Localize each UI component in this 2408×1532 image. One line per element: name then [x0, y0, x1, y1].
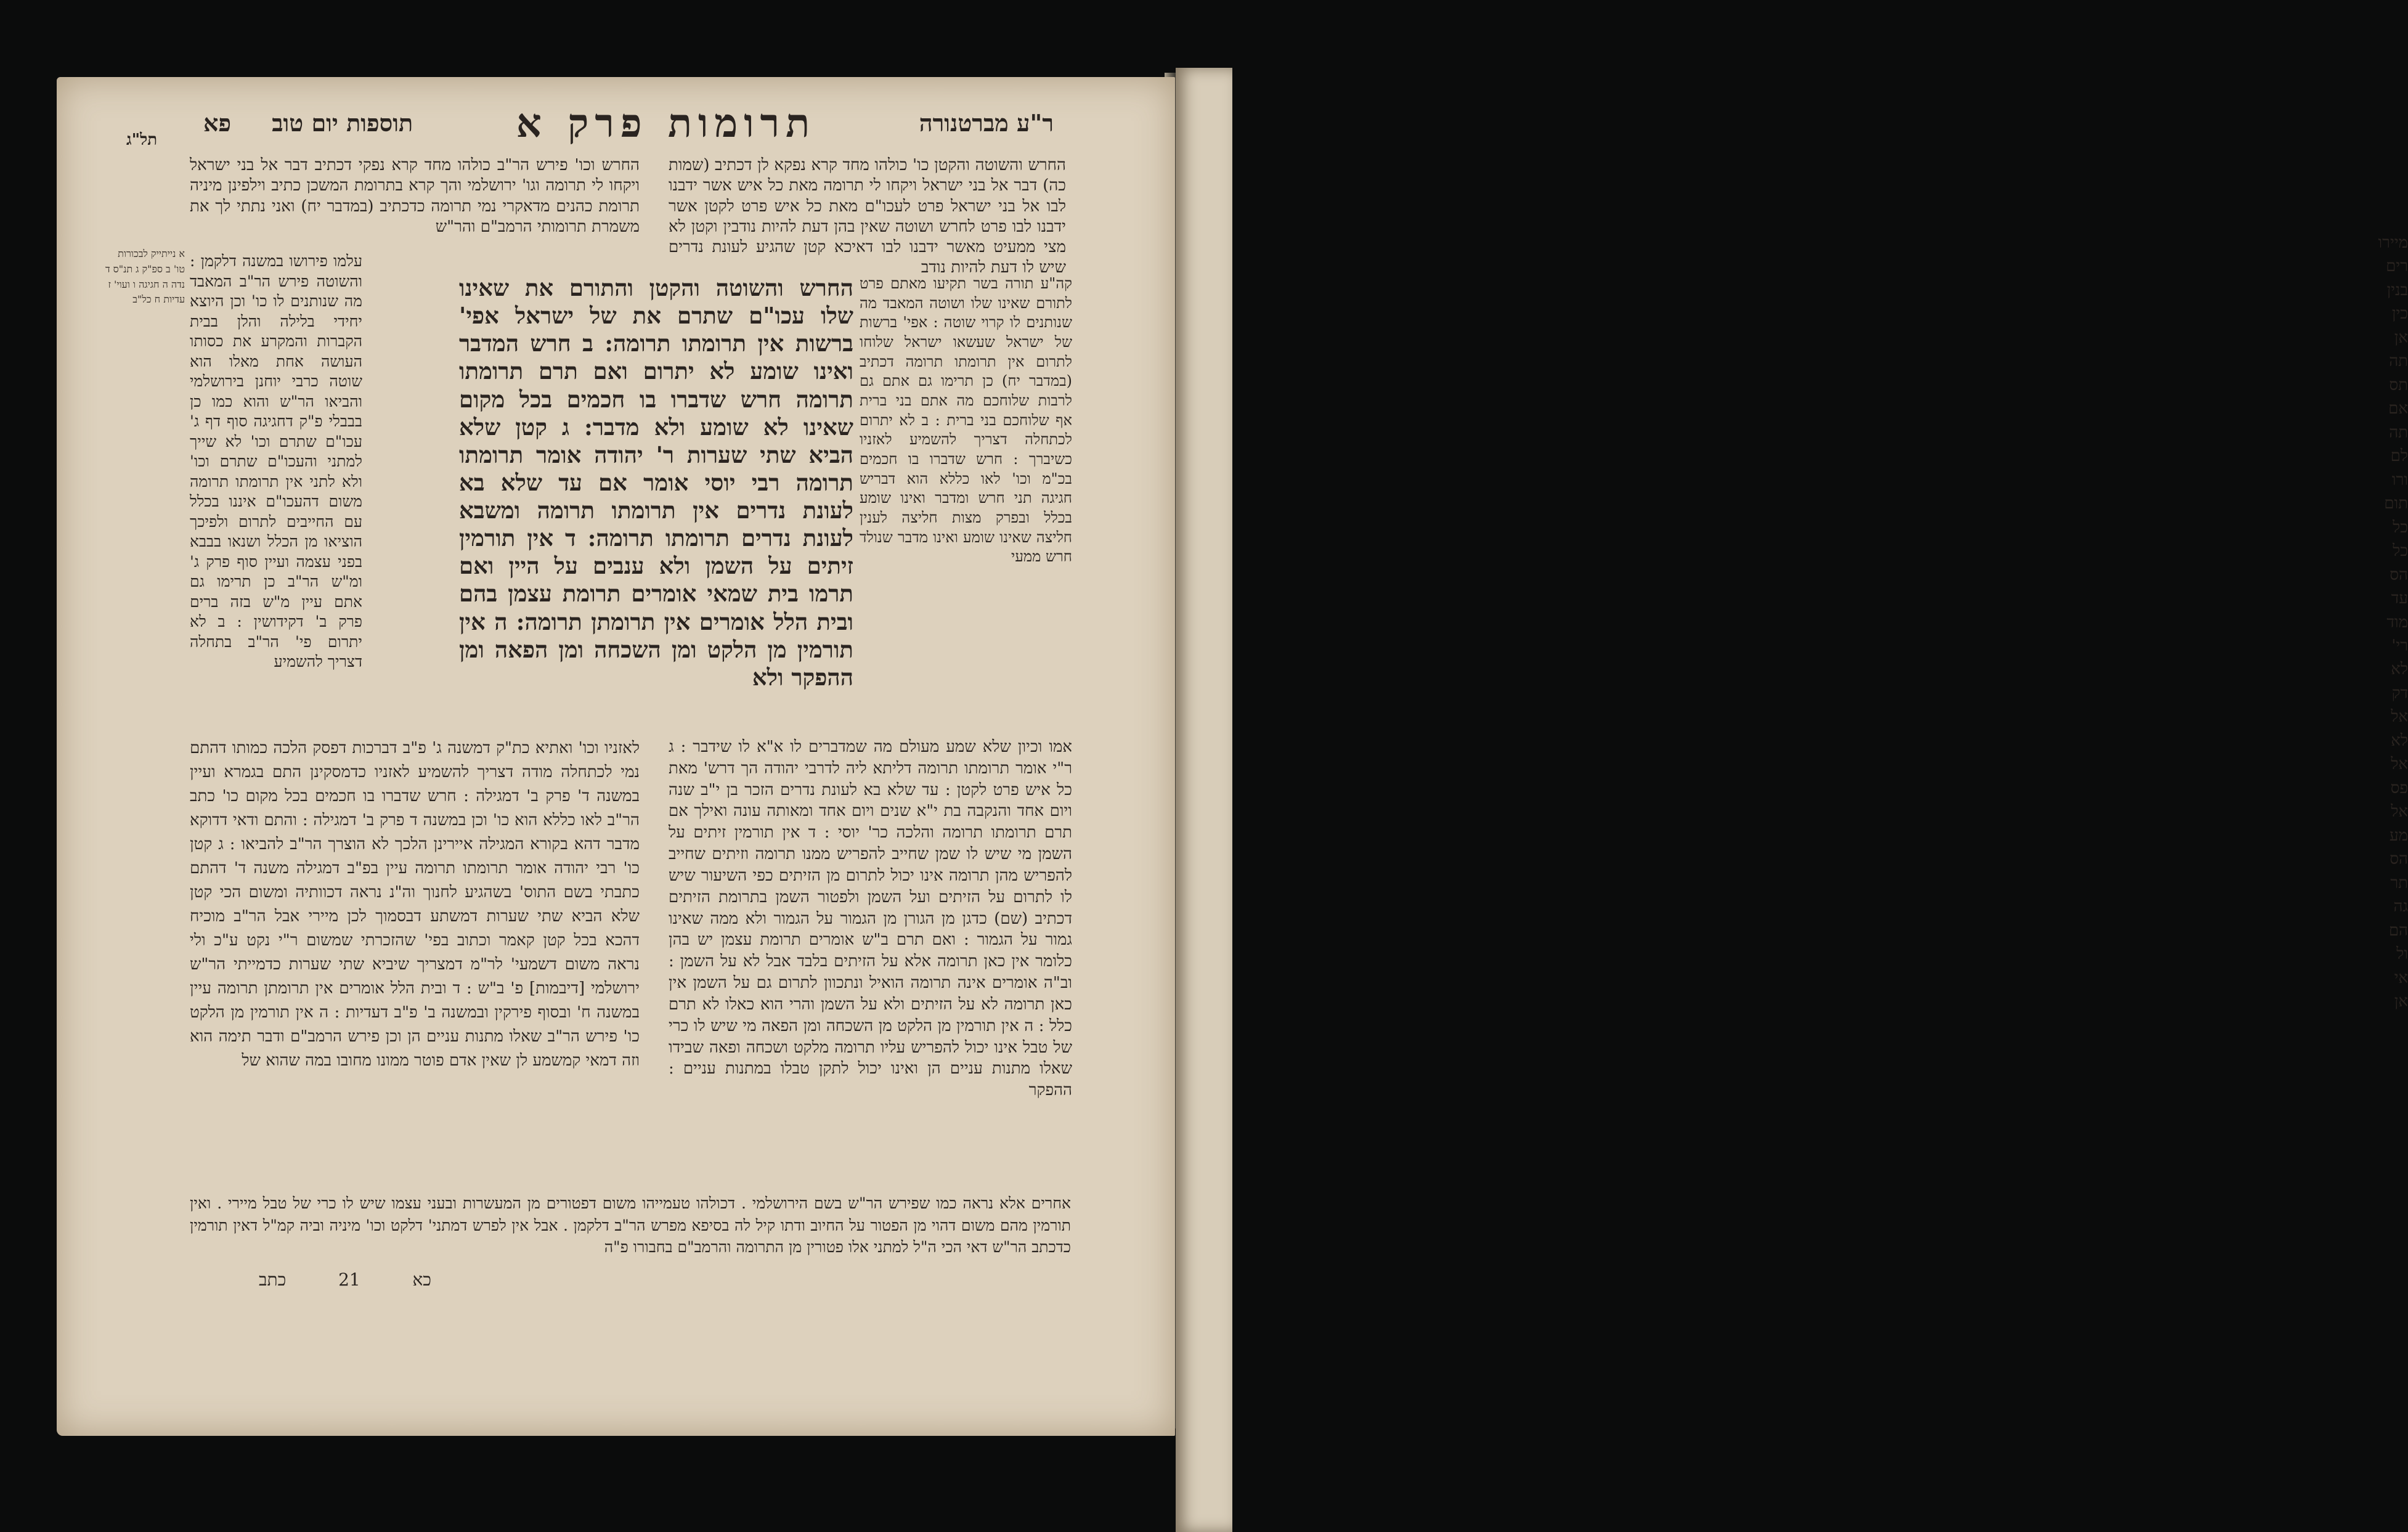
tosafot-commentary-column: עלמו פירושו במשנה דלקמן : והשוטה פירש הר"ב המאבד מה שנותנים לו כו' וכן היוצא יחידי בלילה והלן בבית הקברות והמקרע את כסותו העושה אחת מאלו הוא שוטה כרבי יוחנן בירושלמי והביאו הר"ש והוא כמו כן בבבלי פ"ק דחגיגה סוף דף ג' עכו"ם שתרם וכו' לא שייך למתני והעכו"ם שתרם וכו' ולא לתני אין תרומתו תרומה משום דהעכו"ם איננו בכלל עם החייבים לתרום ולפיכך הוציאו מן הכלל ושנאו בבבא בפני עצמה ועיין סוף פרק ג' ומ"ש הר"ב כן תרימו גם אתם עיין מ"ש בזה ברים פרק ב' דקידושין : ב לא יתרום פי' הר"ב בתחלה דצריך להשמיע: [190, 252, 362, 670]
bartenura-column-text: אפי' ברשות של ישראל שעשאו ישראל שלוחו לתרום אין תרומתו תרומה דכתיב (במדבר יח) כן תרימו גם אתם גם לרבות שלוחכם מה אתם בני ברית אף שלוחכם בני ברית : ב לא יתרום לכתחלה דצריך להשמיע לאזניו כשיברך : חרש שדברו בו חכמים בכ"מ וכו' לאו כללא הוא דבריש חגיגה תני חרש ומדבר ואינו שומע בכלל ובפרק מצות חליצה לענין חליצה שאינו שומע ואינו מדבר שנולד חרש ממעי: [860, 314, 1072, 566]
facing-page-text: מיירו רים בנין כין אן תה תס אם תה לם ורו תום כל כל הס עד מוד רי' לא דק אל לא אל פס אל מע הס תר גה הם ול אי אן: [2378, 234, 2408, 1011]
header-tosafot-label: תוספות יום טוב: [272, 109, 413, 137]
footer-commentary-lines: אחרים אלא נראה כמו שפירש הר"ש בשם הירושלמי . דכולהו טעמייהו משום דפטורים מן המעשרות ובעני עצמו שיש לו כרי של טבל מיירי . ואין תורמין מהם משום דהוי מן הפטור על החיוב ודתו קיל לה בסיפא מפרש הר"ב דלקמן . אבל אין לפרש דמתני' דלקט וכו' מיניה וביה קמ"ל דאין תורמין כדכתב הר"ש דאי הכי ה"ל למתני אלו פטורין מן התרומה והרמב"ם בחבורו פ"ה: [190, 1194, 1071, 1256]
arabic-page-number: 21: [338, 1269, 360, 1290]
bartenura-commentary-bottom: אמו וכיון שלא שמע מעולם מה שמדברים לו א"א לו שידבר : ג ר"י אומר תרומתו תרומה דליתא ליה לדרבי יהודה הך דרש' מאת כל איש פרט לקטן : עד שלא בא לעונת נדרים הזכר בן י"ב שנה ויום אחד והנקבה בת י"א שנים ויום אחד ומאותה עונה ואילך אם תרם תרומתו תרומה והלכה כר' יוסי : ד אין תורמין זיתים על השמן מי שיש לו שמן שחייב להפריש ממנו תרומה וזיתים שחייב להפריש מהן תרומה אינו יכול לתרום מן הזיתים כפי השיעור שיש לו לתרום על הזיתים ועל השמן ולפטור השמן בתרומת הזיתים דכתיב (שם) כדגן מן הגורן מן הגמור על הגמור ולא ממה שאינו גמור על הגמור : ואם תרם ב"ש אומרים תרומת עצמן יש בהן כלומר אין כאן תרומה אלא על הזיתים בלבד אבל לא על השמן : וב"ה אומרים אינה תרומה הואיל ונתכוון לתרום גם על השמן אין כאן תרומה לא על הזיתים ולא על השמן והרי הוא כאלו לא תרם כלל : ה אין תורמין מן הלקט מן השכחה ומן הפאה מי שיש לו כרי של טבל אינו יכול להפריש עליו תרומה מלקט ושכחה ופאה שבידו שאלו מתנות עניים הן ואינו יכול לתקן טבלו במתנות עניים : ההפקר: [669, 738, 1072, 1100]
bartenura-commentary-column: [860, 274, 1072, 733]
facing-page: [1176, 68, 2408, 1532]
header-leaf-number: פא: [203, 109, 232, 137]
catchword: כתב: [259, 1269, 287, 1290]
tosafot-commentary-bottom: לאזניו וכו' ואתיא כת"ק דמשנה ג' פ"ב דברכות דפסק הלכה כמותו דהתם נמי לכתחלה מודה דצריך להשמיע לאזניו כדמסקינן התם בגמרא ועיין במשנה ד' פרק ב' דמגילה : חרש שדברו בו חכמים בכל מקום כו' כתב הר"ב לאו כללא הוא כו' וכן במשנה ד פרק ב' דמגילה : והתם ודאי דדוקא מדבר דהא בקורא המגילה איירינן הלכך לא הוצרך הר"ב להביאו : ג קטן כו' רבי יהודה אומר תרומתו תרומה עיין בפ"ב דמגילה משנה ד' דהתם כתבתי בשם התוס' בשהגיע לחנוך וה"נ נראה דכוותיה ומשום הכי קטן שלא הביא שתי שערות דמשתע דבסמוך לכן מיירי אבל הר"ב מוכיח דהכא בכל קטן קאמר וכתוב בפי' שהזכרתי שמשום ר"י נקט ע"כ ולי נראה משום דשמעי' לר"מ דמצריך שיביא שתי שערות כדמייתי הר"ש ירושלמי [דיבמות] פ' ב"ש : ד ובית הלל אומרים אין תרומתן תרומה עיין במשנה ח' ובסוף פירקין ובמשנה ב' פ"ב דעדיות : ה אין תורמין מן הלקט כו' פירש הר"ב שאלו מתנות עניים הן וכן פירש הרמב"ם ודבר תימה הוא וזה דמאי קמשמע לן שאין אדם פוטר ממונו מחובו במה שהוא של: [190, 739, 640, 1070]
marginal-references: א נייתייק לבכורות טו' ב ספ"ק ג תנ"ס ד נדה ה חגיגה ו ועוי' ז עדיות ח כל"ב: [105, 248, 185, 306]
running-header: [203, 102, 1054, 145]
catchword-line: [259, 1269, 431, 1297]
bartenura-intro: קה"ע תורה בשר תקיעו מאתם פרט לתורם שאינו שלו ושוטה המאבד מה שנותנים לו קרוי שוטה :: [860, 275, 1072, 332]
folio-number: תל"ג: [126, 131, 158, 149]
header-tosafot-title: [203, 109, 413, 137]
header-bartenura-title: ר"ע מברטנורה: [919, 109, 1054, 137]
header-tractate-title: תרומות פרק א: [516, 100, 816, 147]
bartenura-commentary-top: החרש והשוטה והקטן כו' כולהו מחד קרא נפקא לן דכתיב (שמות כה) דבר אל בני ישראל ויקחו לי תרומה מאת כל איש אשר ידבנו לבו אל בני ישראל פרט לעכו"ם מאת כל איש פרט לקטן אשר ידבנו לבו פרט לחרש ושוטה שאין בהן דעת להיות נודבין וקטן לא מצי ממעיט מאשר ידבנו לבו דאיכא קטן שהגיע לעונת נדרים שיש לו דעת להיות נודב: [669, 156, 1066, 277]
tosafot-commentary-top: החרש וכו' פירש הר"ב כולהו מחד קרא נפקי דכתיב דבר אל בני ישראל ויקחו לי תרומה וגו' ירושלמי והך קרא בתרומת המשכן כתיב וילפינן מיניה תרומת כהנים מדאקרי נמי תרומה כדכתיב (במדבר יח) ואני נתתי לך את משמרת תרומותי הרמב"ם והר"ש: [190, 156, 640, 236]
mishnah-text: החרש והשוטה והקטן והתורם את שאינו שלו עכו"ם שתרם את של ישראל אפי' ברשות אין תרומתו תרומה: ב חרש המדבר ואינו שומע לא יתרום ואם תרם תרומתו תרומה חרש שדברו בו חכמים בכל מקום שאינו לא שומע ולא מדבר: ג קטן שלא הביא שתי שערות ר' יהודה אומר תרומתו תרומה רבי יוסי אומר אם עד שלא בא לעונת נדרים אין תרומתו תרומה ומשבא לעונת נדרים תרומתו תרומה: ד אין תורמין זיתים על השמן ולא ענבים על היין ואם תרמו בית שמאי אומרים תרומת עצמן בהם ובית הלל אומרים אין תרומתן תרומה: ה אין תורמין מן הלקט ומן השכחה ומן הפאה ומן ההפקר ולא: [459, 274, 853, 691]
signature-mark: כא: [412, 1269, 431, 1290]
